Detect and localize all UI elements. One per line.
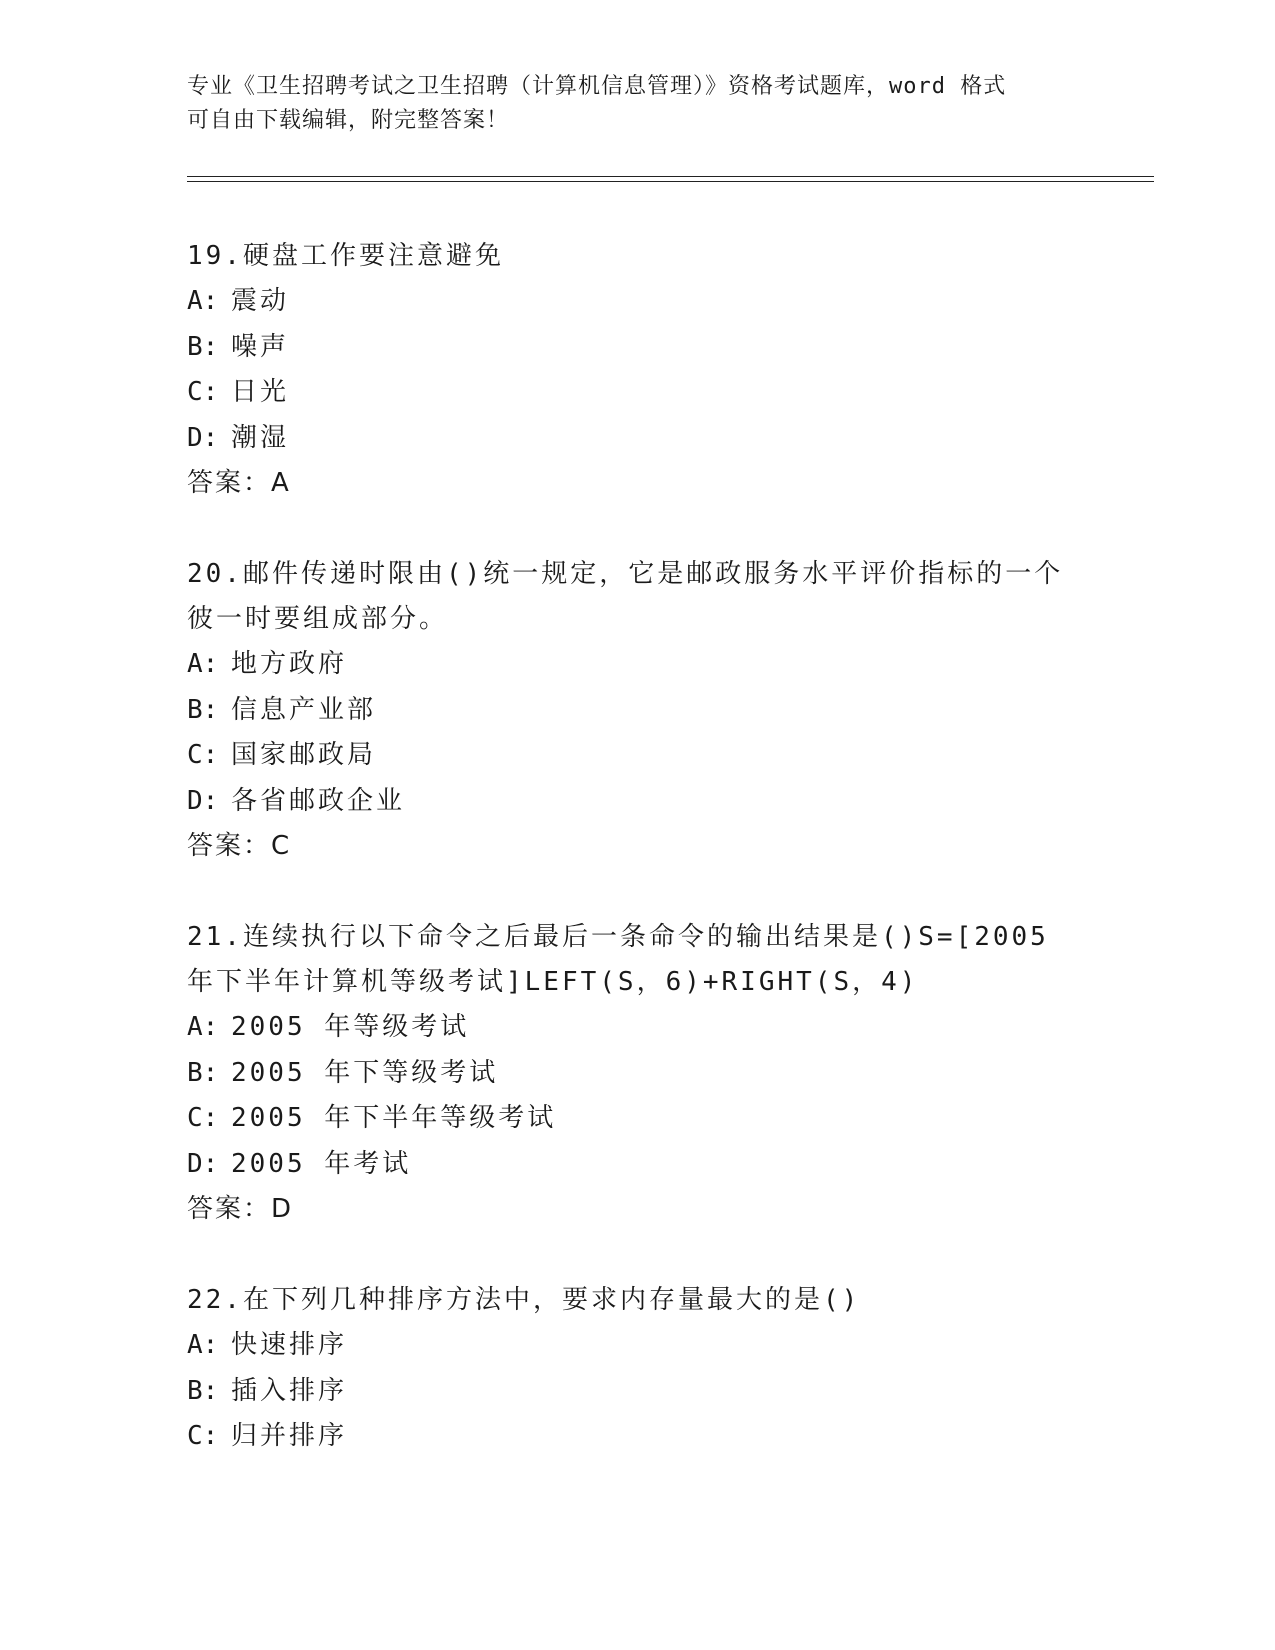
option-text: 归并排序 (231, 1421, 348, 1451)
option-a (187, 642, 1087, 688)
question-text: 21.连续执行以下命令之后最后一条命令的输出结果是()S=[2005 年下半年计算机等级考试]LEFT(S，6)+RIGHT(S，4) (187, 922, 1049, 997)
option-c (187, 1096, 1087, 1142)
option-letter: C: (187, 377, 219, 407)
header-line-2: 可自由下载编辑，附完整答案！ (187, 108, 510, 133)
option-letter: A: (187, 1012, 219, 1042)
option-letter: B: (187, 1375, 219, 1406)
question-text: 20.邮件传递时限由()统一规定，它是邮政服务水平评价指标的一个彼一时要组成部分。 (187, 559, 1064, 634)
option-b (187, 325, 1087, 371)
option-c (187, 733, 1087, 779)
option-letter: B: (187, 1057, 219, 1088)
option-letter: B: (187, 331, 219, 362)
option-letter: D: (187, 422, 219, 453)
option-b (187, 688, 1087, 734)
option-b (187, 1369, 1087, 1415)
option-text: 2005 年等级考试 (231, 1012, 470, 1042)
option-text: 插入排序 (231, 1375, 348, 1406)
question-19 (187, 234, 1087, 505)
option-text: 潮湿 (231, 422, 290, 453)
option-letter: A: (187, 1330, 219, 1360)
option-text: 快速排序 (231, 1330, 348, 1360)
option-text: 震动 (231, 286, 290, 316)
option-c (187, 370, 1087, 416)
option-a (187, 1323, 1087, 1369)
header-line-1: 专业《卫生招聘考试之卫生招聘（计算机信息管理）》资格考试题库，word 格式 (187, 74, 1007, 99)
option-b (187, 1051, 1087, 1097)
option-letter: C: (187, 740, 219, 770)
answer-line: 答案：C (187, 831, 292, 861)
option-letter: B: (187, 694, 219, 725)
question-20 (187, 552, 1087, 868)
option-a (187, 279, 1087, 325)
question-text: 19.硬盘工作要注意避免 (187, 241, 504, 271)
option-letter: D: (187, 1148, 219, 1179)
option-c (187, 1414, 1087, 1460)
question-text: 22.在下列几种排序方法中，要求内存量最大的是() (187, 1285, 861, 1315)
option-letter: A: (187, 649, 219, 679)
question-list (187, 234, 1087, 1507)
document-header (187, 70, 1087, 138)
option-text: 各省邮政企业 (231, 785, 406, 816)
header-divider-top (187, 176, 1154, 177)
option-text: 2005 年下等级考试 (231, 1057, 499, 1088)
option-letter: D: (187, 785, 219, 816)
option-a (187, 1005, 1087, 1051)
option-text: 2005 年下半年等级考试 (231, 1103, 557, 1133)
option-text: 2005 年考试 (231, 1148, 412, 1179)
header-divider-bottom (187, 181, 1154, 182)
option-text: 信息产业部 (231, 694, 377, 725)
question-21 (187, 915, 1087, 1231)
option-letter: C: (187, 1103, 219, 1133)
option-text: 国家邮政局 (231, 740, 377, 770)
answer-line: 答案：D (187, 1194, 294, 1224)
option-text: 噪声 (231, 331, 290, 362)
option-d (187, 416, 1087, 462)
option-text: 地方政府 (231, 649, 348, 679)
option-d (187, 779, 1087, 825)
option-d (187, 1142, 1087, 1188)
option-letter: A: (187, 286, 219, 316)
option-text: 日光 (231, 377, 290, 407)
question-22 (187, 1278, 1087, 1460)
answer-line: 答案：A (187, 468, 291, 498)
option-letter: C: (187, 1421, 219, 1451)
